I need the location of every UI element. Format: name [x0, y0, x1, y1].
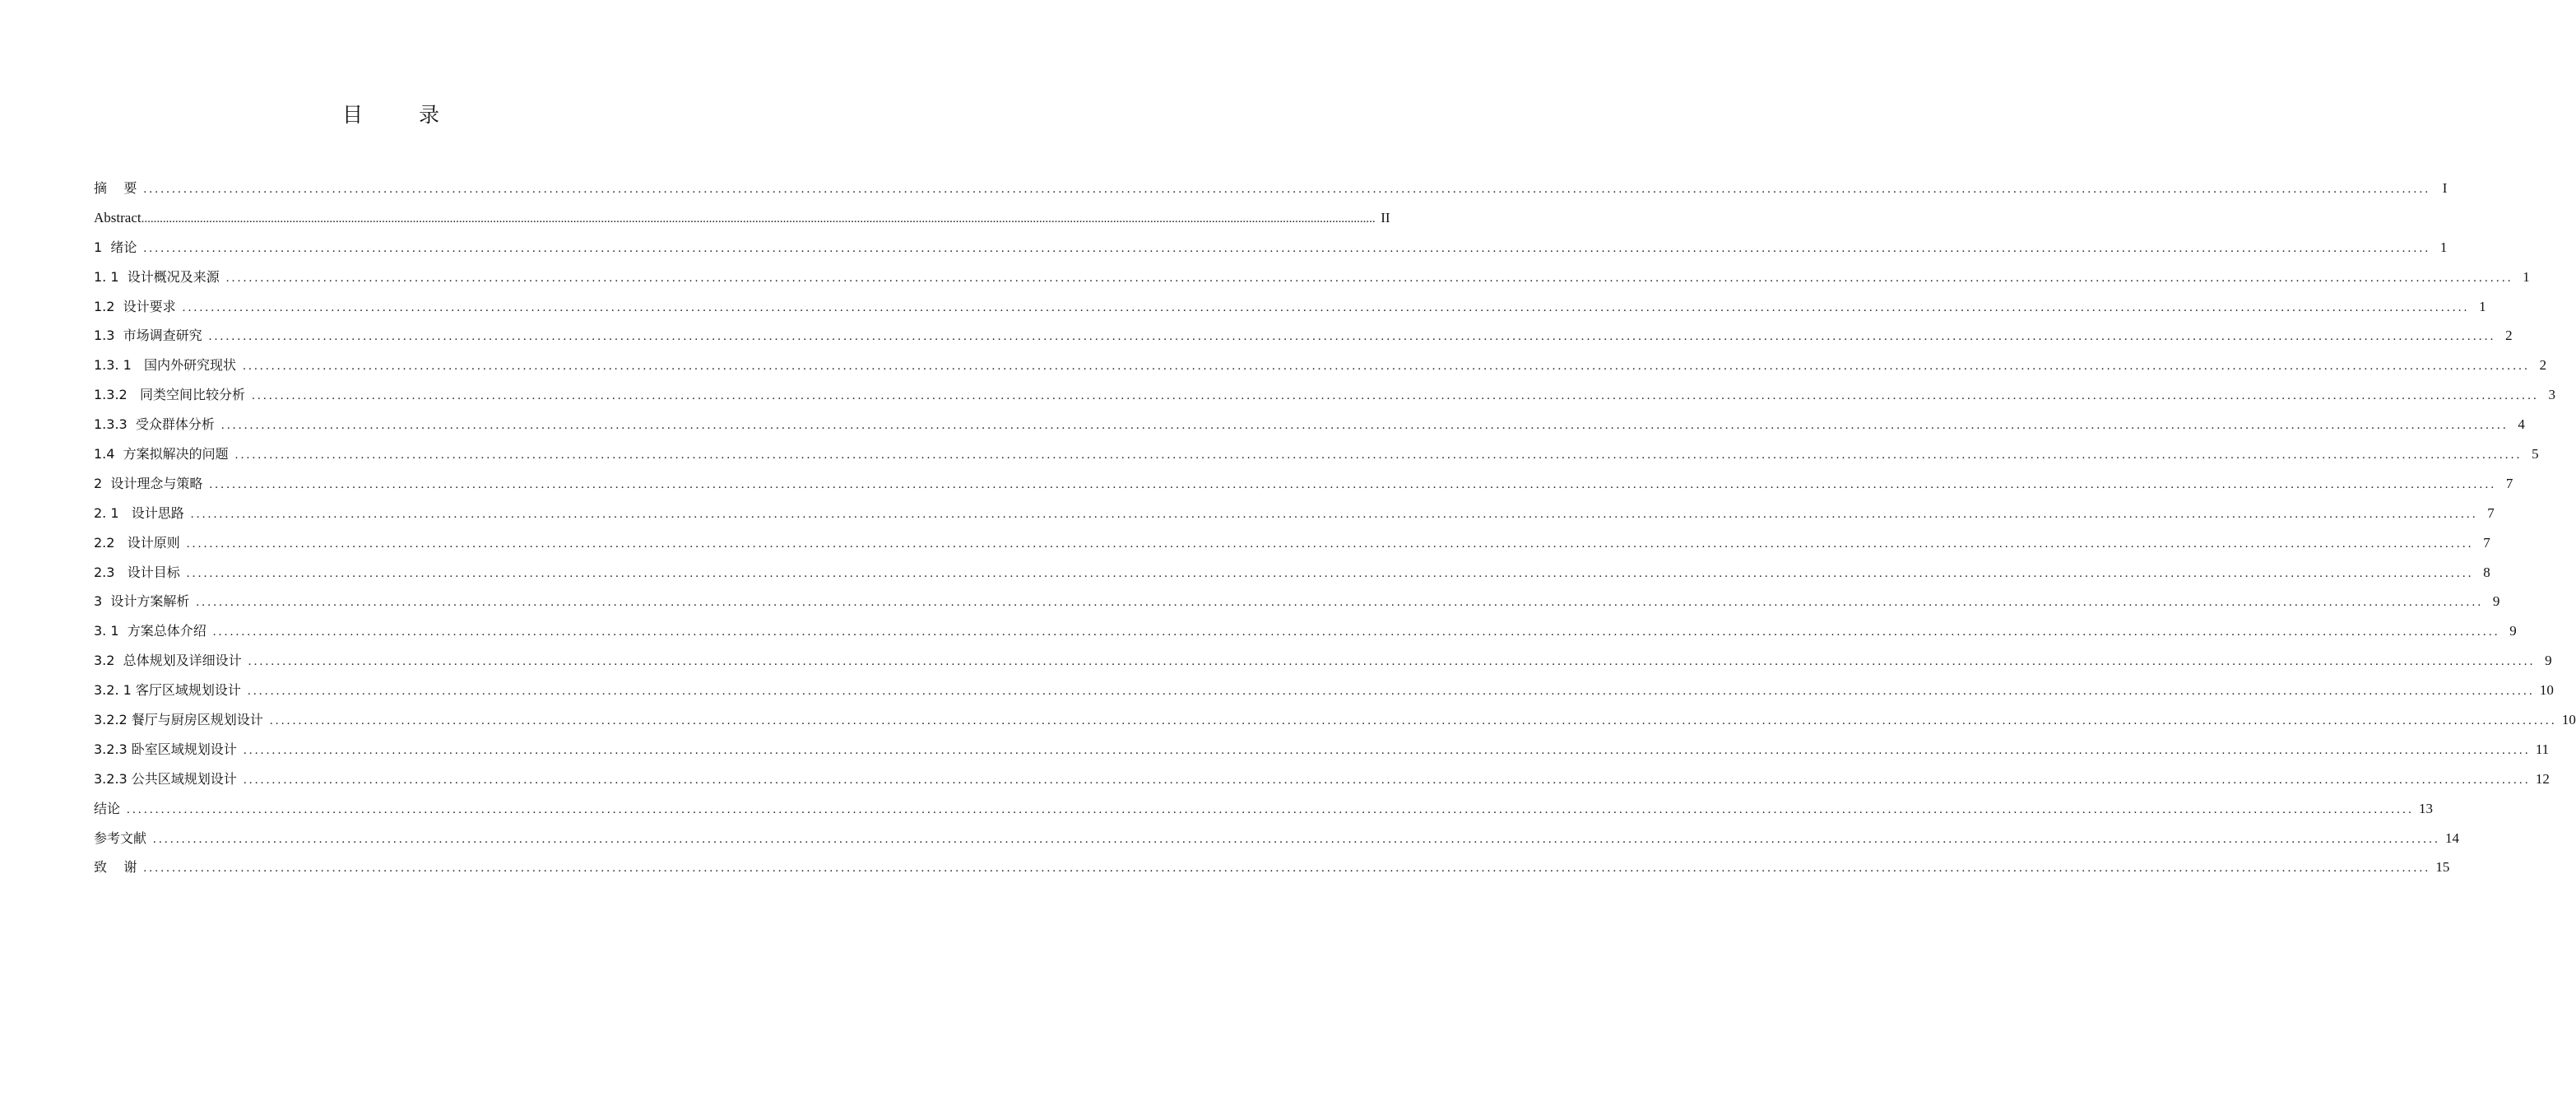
toc-leader-dots: ................................................................................................................................................................................................................................................................................................................................................................................................................ [153, 832, 2441, 846]
toc-entry-page-number: II [1381, 209, 1390, 225]
toc-entry-page-number: 7 [2487, 504, 2495, 521]
toc-entry-label: 2 设计理念与策略 [94, 475, 203, 491]
toc-entry[interactable] [94, 587, 2500, 616]
toc-entry-label: 1.3 市场调查研究 [94, 328, 202, 344]
toc-entry-label: Abstract [94, 209, 142, 225]
toc-entry-page-number: 4 [2518, 416, 2525, 433]
toc-entry-label: 1.3.2 同类空间比较分析 [94, 387, 245, 403]
toc-entry[interactable] [94, 174, 2448, 203]
table-of-contents [94, 174, 2576, 882]
toc-entry[interactable] [94, 292, 2486, 322]
toc-entry-label: 3.2.3 公共区域规划设计 [94, 770, 237, 787]
toc-entry[interactable] [94, 380, 2555, 410]
toc-leader-dots: ................................................................................................................................................................................................................................................................................................................................................................................................................ [190, 507, 2478, 521]
toc-entry[interactable] [94, 233, 2448, 263]
toc-entry[interactable] [94, 794, 2434, 824]
toc-entry-label: 3.2.3 卧室区域规划设计 [94, 741, 237, 757]
toc-entry[interactable] [94, 263, 2530, 292]
toc-entry[interactable] [94, 469, 2513, 499]
toc-entry-label: 3.2. 1 客厅区域规划设计 [94, 682, 241, 699]
toc-leader-dots: ................................................................................................................................................................................................................................................................................................................................................................................................................ [248, 655, 2536, 669]
toc-entry-page-number: 3 [2548, 387, 2555, 403]
toc-entry-page-number: 1 [2439, 239, 2448, 255]
toc-entry-label: 3 设计方案解析 [94, 593, 190, 610]
toc-entry-page-number: 12 [2535, 770, 2550, 787]
toc-entry-label: 3.2.2 餐厅与厨房区规划设计 [94, 712, 263, 728]
toc-entry-page-number: 10 [2561, 712, 2576, 728]
toc-leader-dots: ................................................................................................................................................................................................................................................................................................................................................................................................................ [143, 241, 2431, 255]
toc-entry[interactable] [94, 616, 2517, 646]
toc-entry-page-number: 14 [2445, 830, 2460, 846]
toc-entry-page-number: 9 [2492, 593, 2500, 610]
toc-leader-dots: ................................................................................................................................................................................................................................................................................................................................................................................................................ [251, 389, 2539, 403]
toc-entry[interactable] [94, 203, 1390, 233]
toc-entry-label: 1.3. 1 国内外研究现状 [94, 357, 237, 374]
toc-entry-page-number: 5 [2532, 446, 2539, 462]
toc-entry-page-number: I [2442, 180, 2448, 196]
toc-leader-dots: ................................................................................................................................................................................................................................................................................................................................................................................................................ [141, 211, 1376, 225]
toc-entry-label: 2. 1 设计思路 [94, 504, 184, 521]
toc-entry[interactable] [94, 499, 2495, 528]
toc-entry[interactable] [94, 351, 2547, 380]
toc-entry[interactable] [94, 764, 2550, 794]
toc-entry[interactable] [94, 558, 2490, 588]
toc-entry-label: 2.3 设计目标 [94, 564, 180, 580]
toc-entry-page-number: 8 [2483, 564, 2490, 580]
toc-entry[interactable] [94, 439, 2539, 469]
toc-leader-dots: ................................................................................................................................................................................................................................................................................................................................................................................................................ [243, 360, 2531, 374]
toc-entry-page-number: 9 [2545, 653, 2552, 669]
toc-entry-page-number: 1 [2479, 298, 2486, 314]
toc-leader-dots: ................................................................................................................................................................................................................................................................................................................................................................................................................ [220, 419, 2509, 433]
toc-leader-dots: ................................................................................................................................................................................................................................................................................................................................................................................................................ [209, 477, 2497, 491]
toc-leader-dots: ................................................................................................................................................................................................................................................................................................................................................................................................................ [182, 300, 2470, 314]
toc-entry-page-number: 10 [2539, 682, 2554, 699]
toc-entry-label: 1. 1 设计概况及来源 [94, 268, 220, 285]
toc-leader-dots: ................................................................................................................................................................................................................................................................................................................................................................................................................ [208, 330, 2496, 344]
toc-leader-dots: ................................................................................................................................................................................................................................................................................................................................................................................................................ [243, 773, 2531, 787]
toc-leader-dots: ................................................................................................................................................................................................................................................................................................................................................................................................................ [143, 862, 2431, 876]
toc-entry-label: 结论 [94, 800, 121, 816]
page-title: 目 录 [342, 103, 464, 127]
toc-entry-label: 3. 1 方案总体介绍 [94, 623, 207, 639]
toc-leader-dots: ................................................................................................................................................................................................................................................................................................................................................................................................................ [247, 685, 2535, 699]
toc-entry[interactable] [94, 410, 2525, 439]
toc-leader-dots: ................................................................................................................................................................................................................................................................................................................................................................................................................ [186, 537, 2474, 551]
toc-entry[interactable] [94, 705, 2576, 735]
toc-leader-dots: ................................................................................................................................................................................................................................................................................................................................................................................................................ [143, 183, 2431, 196]
toc-entry-label: 1.2 设计要求 [94, 298, 176, 314]
toc-leader-dots: ................................................................................................................................................................................................................................................................................................................................................................................................................ [225, 271, 2513, 285]
toc-leader-dots: ................................................................................................................................................................................................................................................................................................................................................................................................................ [234, 448, 2523, 462]
toc-entry-label: 摘 要 [94, 180, 137, 196]
toc-leader-dots: ................................................................................................................................................................................................................................................................................................................................................................................................................ [196, 596, 2484, 610]
toc-entry-label: 1 绪论 [94, 239, 137, 255]
toc-entry-label: 1.4 方案拟解决的问题 [94, 446, 229, 462]
toc-entry-page-number: 11 [2535, 741, 2550, 757]
toc-entry-label: 1.3.3 受众群体分析 [94, 416, 215, 433]
toc-entry-page-number: 15 [2435, 859, 2450, 876]
toc-entry-page-number: 1 [2523, 268, 2530, 285]
toc-entry-label: 3.2 总体规划及详细设计 [94, 653, 242, 669]
toc-entry-label: 参考文献 [94, 830, 147, 846]
toc-entry[interactable] [94, 853, 2450, 882]
toc-entry[interactable] [94, 321, 2513, 351]
toc-entry-label: 致 谢 [94, 859, 137, 876]
toc-entry[interactable] [94, 824, 2460, 853]
toc-entry-page-number: 7 [2483, 534, 2490, 551]
toc-entry-label: 2.2 设计原则 [94, 534, 180, 551]
toc-leader-dots: ................................................................................................................................................................................................................................................................................................................................................................................................................ [243, 743, 2531, 757]
toc-leader-dots: ................................................................................................................................................................................................................................................................................................................................................................................................................ [212, 625, 2500, 639]
toc-entry-page-number: 13 [2419, 800, 2434, 816]
toc-entry-page-number: 7 [2505, 475, 2513, 491]
toc-entry[interactable] [94, 646, 2552, 676]
toc-entry-page-number: 9 [2509, 623, 2517, 639]
toc-entry[interactable] [94, 676, 2554, 705]
toc-leader-dots: ................................................................................................................................................................................................................................................................................................................................................................................................................ [186, 566, 2474, 580]
toc-leader-dots: ................................................................................................................................................................................................................................................................................................................................................................................................................ [127, 802, 2415, 816]
toc-entry-page-number: 2 [2539, 357, 2547, 374]
toc-entry[interactable] [94, 528, 2490, 558]
toc-entry[interactable] [94, 735, 2550, 764]
toc-leader-dots: ................................................................................................................................................................................................................................................................................................................................................................................................................ [269, 714, 2557, 728]
toc-entry-page-number: 2 [2505, 328, 2513, 344]
